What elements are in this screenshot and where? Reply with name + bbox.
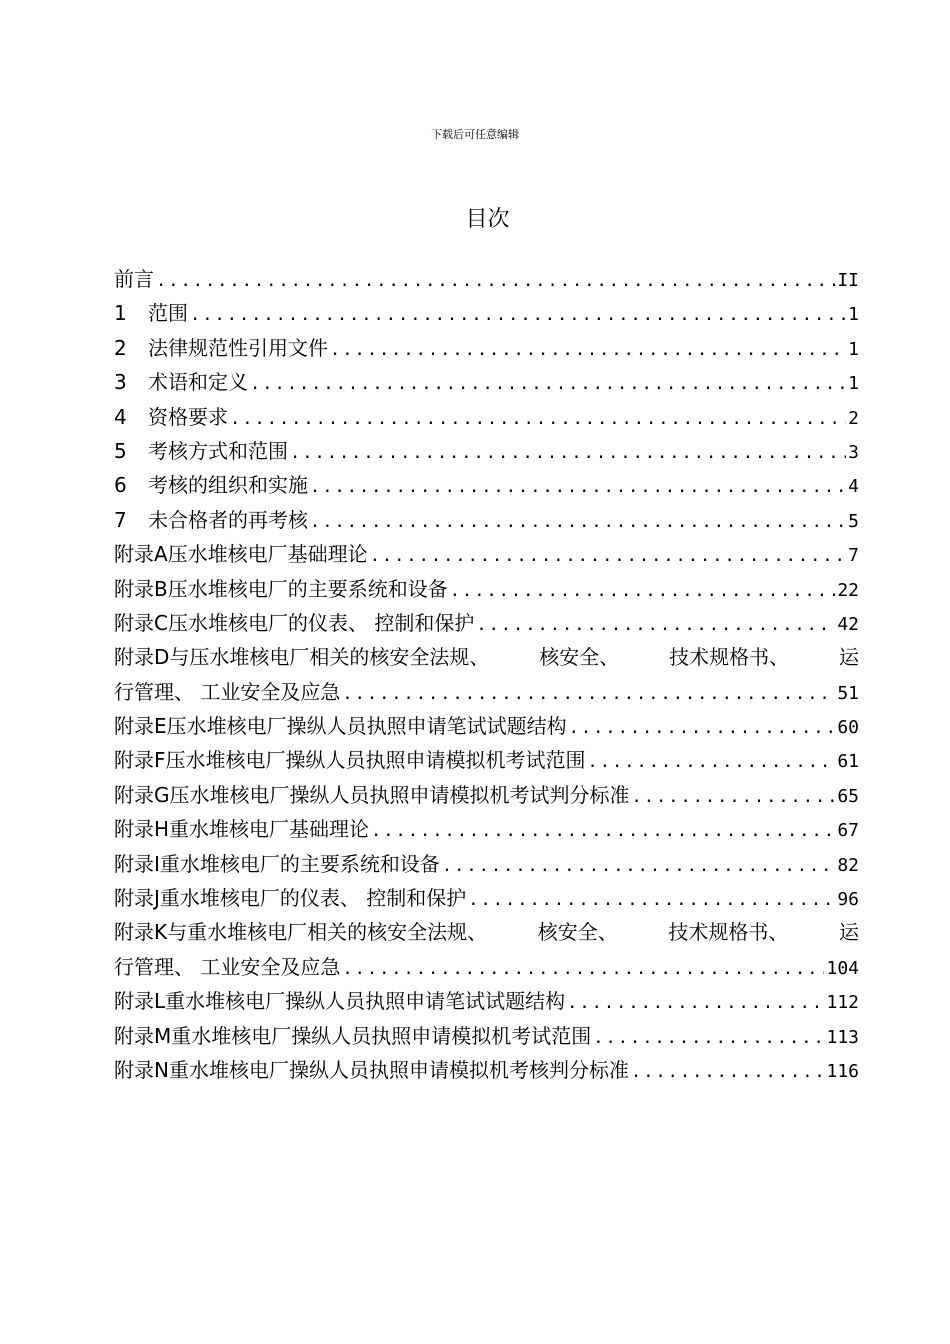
toc-entry-title: 考核的组织和实施 (148, 473, 308, 498)
dot-leader (370, 539, 846, 571)
toc-entry-page: 61 (837, 751, 859, 773)
toc-entry-page: 7 (848, 545, 859, 567)
toc-entry-appendix-a[interactable] (114, 537, 859, 571)
toc-entry-number: 2 (114, 335, 127, 360)
dot-leader (330, 333, 846, 365)
dot-leader (371, 814, 835, 846)
toc-entry-appendix-n[interactable] (114, 1053, 859, 1087)
toc-entry-page: 4 (848, 476, 859, 498)
title-part: 附录D与压水堆核电厂相关的核安全法规、 (114, 645, 490, 670)
toc-entry-title: 未合格者的再考核 (148, 507, 308, 532)
toc-entry-title: 附录N重水堆核电厂操纵人员执照申请模拟机考核判分标准 (114, 1057, 629, 1082)
dot-leader (190, 298, 846, 330)
title-part: 技术规格书、 (668, 920, 789, 945)
toc-entry-page: 42 (837, 613, 859, 635)
toc-entry-number: 4 (114, 404, 127, 429)
toc-entry-appendix-g[interactable] (114, 778, 859, 812)
toc-entry-appendix-c[interactable] (114, 606, 859, 640)
toc-entry-7[interactable] (114, 503, 859, 537)
toc-entry-title-line1 (114, 915, 859, 949)
toc-entry-title: 附录F压水堆核电厂操纵人员执照申请模拟机考试范围 (114, 748, 586, 773)
toc-entry-page: 96 (837, 889, 859, 911)
dot-leader (310, 505, 846, 537)
toc-entry-page: 67 (837, 820, 859, 842)
toc-entry-title: 术语和定义 (148, 370, 248, 395)
dot-leader (450, 574, 836, 606)
toc-entry-title: 附录G压水堆核电厂操纵人员执照申请模拟机考试判分标准 (114, 782, 630, 807)
toc-entry-appendix-l[interactable] (114, 984, 859, 1018)
title-part: 核安全、 (537, 920, 618, 945)
toc-entry-title: 附录I重水堆核电厂的主要系统和设备 (114, 851, 440, 876)
toc-entry-title: 附录A压水堆核电厂基础理论 (114, 542, 368, 567)
table-of-contents (114, 262, 859, 1087)
dot-leader (342, 952, 824, 984)
toc-entry-appendix-i[interactable] (114, 847, 859, 881)
toc-entry-title: 附录M重水堆核电厂操纵人员执照申请模拟机考试范围 (114, 1023, 592, 1048)
dot-leader (230, 402, 846, 434)
title-part: 运 (839, 920, 859, 945)
toc-entry-title: 附录B压水堆核电厂的主要系统和设备 (114, 576, 448, 601)
toc-title: 目次 (465, 207, 510, 232)
toc-entry-3[interactable] (114, 365, 859, 399)
dot-leader (567, 986, 824, 1018)
toc-entry-4[interactable] (114, 400, 859, 434)
toc-entry-preface[interactable] (114, 262, 859, 296)
toc-entry-title: 行管理、 工业安全及应急 (114, 679, 341, 704)
toc-entry-page: 22 (837, 579, 859, 601)
toc-entry-page: 1 (848, 373, 859, 395)
toc-entry-page: 112 (826, 992, 859, 1014)
toc-entry-title-line1 (114, 640, 859, 674)
toc-entry-appendix-j[interactable] (114, 881, 859, 915)
title-part: 核安全、 (539, 645, 620, 670)
dot-leader (476, 608, 835, 640)
toc-entry-page: 51 (837, 682, 859, 704)
toc-entry-2[interactable] (114, 331, 859, 365)
toc-entry-number: 6 (114, 473, 127, 498)
toc-entry-appendix-e[interactable] (114, 709, 859, 743)
toc-entry-title: 资格要求 (148, 404, 228, 429)
toc-entry-title: 前言 (114, 267, 154, 291)
toc-entry-title: 附录C压水堆核电厂的仪表、 控制和保护 (114, 610, 475, 635)
toc-entry-page: 113 (826, 1026, 859, 1048)
dot-leader (632, 780, 836, 812)
toc-entry-appendix-h[interactable] (114, 812, 859, 846)
toc-entry-appendix-m[interactable] (114, 1019, 859, 1053)
toc-entry-title-line2 (114, 675, 859, 709)
dot-leader (631, 1055, 825, 1087)
header-note: 下载后可任意编辑 (431, 128, 519, 141)
dot-leader (468, 883, 835, 915)
toc-entry-appendix-d[interactable] (114, 640, 859, 709)
toc-entry-6[interactable] (114, 468, 859, 502)
toc-entry-page: II (837, 270, 859, 291)
toc-entry-number: 1 (114, 301, 127, 326)
toc-entry-page: 60 (837, 717, 859, 739)
toc-entry-title: 附录J重水堆核电厂的仪表、 控制和保护 (114, 886, 467, 911)
toc-entry-title: 法律规范性引用文件 (148, 335, 328, 360)
toc-entry-title: 附录L重水堆核电厂操纵人员执照申请笔试试题结构 (114, 989, 566, 1014)
dot-leader (342, 677, 835, 709)
toc-entry-number: 3 (114, 370, 127, 395)
dot-leader (442, 849, 835, 881)
toc-entry-page: 65 (837, 785, 859, 807)
toc-entry-page: 5 (848, 510, 859, 532)
dot-leader (593, 1021, 824, 1053)
toc-entry-1[interactable] (114, 296, 859, 330)
toc-entry-5[interactable] (114, 434, 859, 468)
toc-entry-page: 2 (848, 407, 859, 429)
dot-leader (310, 470, 846, 502)
toc-entry-page: 1 (848, 338, 859, 360)
dot-leader (250, 367, 846, 399)
toc-entry-page: 1 (848, 304, 859, 326)
dot-leader (569, 711, 836, 743)
toc-entry-appendix-f[interactable] (114, 743, 859, 777)
toc-entry-title-line2 (114, 950, 859, 984)
toc-entry-title: 附录H重水堆核电厂基础理论 (114, 817, 370, 842)
dot-leader (290, 436, 846, 468)
toc-entry-page: 104 (826, 957, 859, 979)
toc-entry-number: 7 (114, 507, 127, 532)
dot-leader (156, 264, 835, 296)
toc-entry-page: 3 (848, 441, 859, 463)
toc-entry-number: 5 (114, 438, 127, 463)
title-part: 附录K与重水堆核电厂相关的核安全法规、 (114, 920, 488, 945)
title-part: 技术规格书、 (669, 645, 790, 670)
toc-entry-appendix-b[interactable] (114, 572, 859, 606)
toc-entry-page: 116 (826, 1060, 859, 1082)
toc-entry-title: 行管理、 工业安全及应急 (114, 954, 341, 979)
dot-leader (588, 745, 836, 777)
toc-entry-appendix-k[interactable] (114, 915, 859, 984)
toc-entry-title: 考核方式和范围 (148, 438, 288, 463)
toc-entry-title: 附录E压水堆核电厂操纵人员执照申请笔试试题结构 (114, 714, 567, 739)
toc-entry-page: 82 (837, 854, 859, 876)
toc-entry-title: 范围 (148, 301, 188, 326)
title-part: 运 (838, 645, 859, 670)
